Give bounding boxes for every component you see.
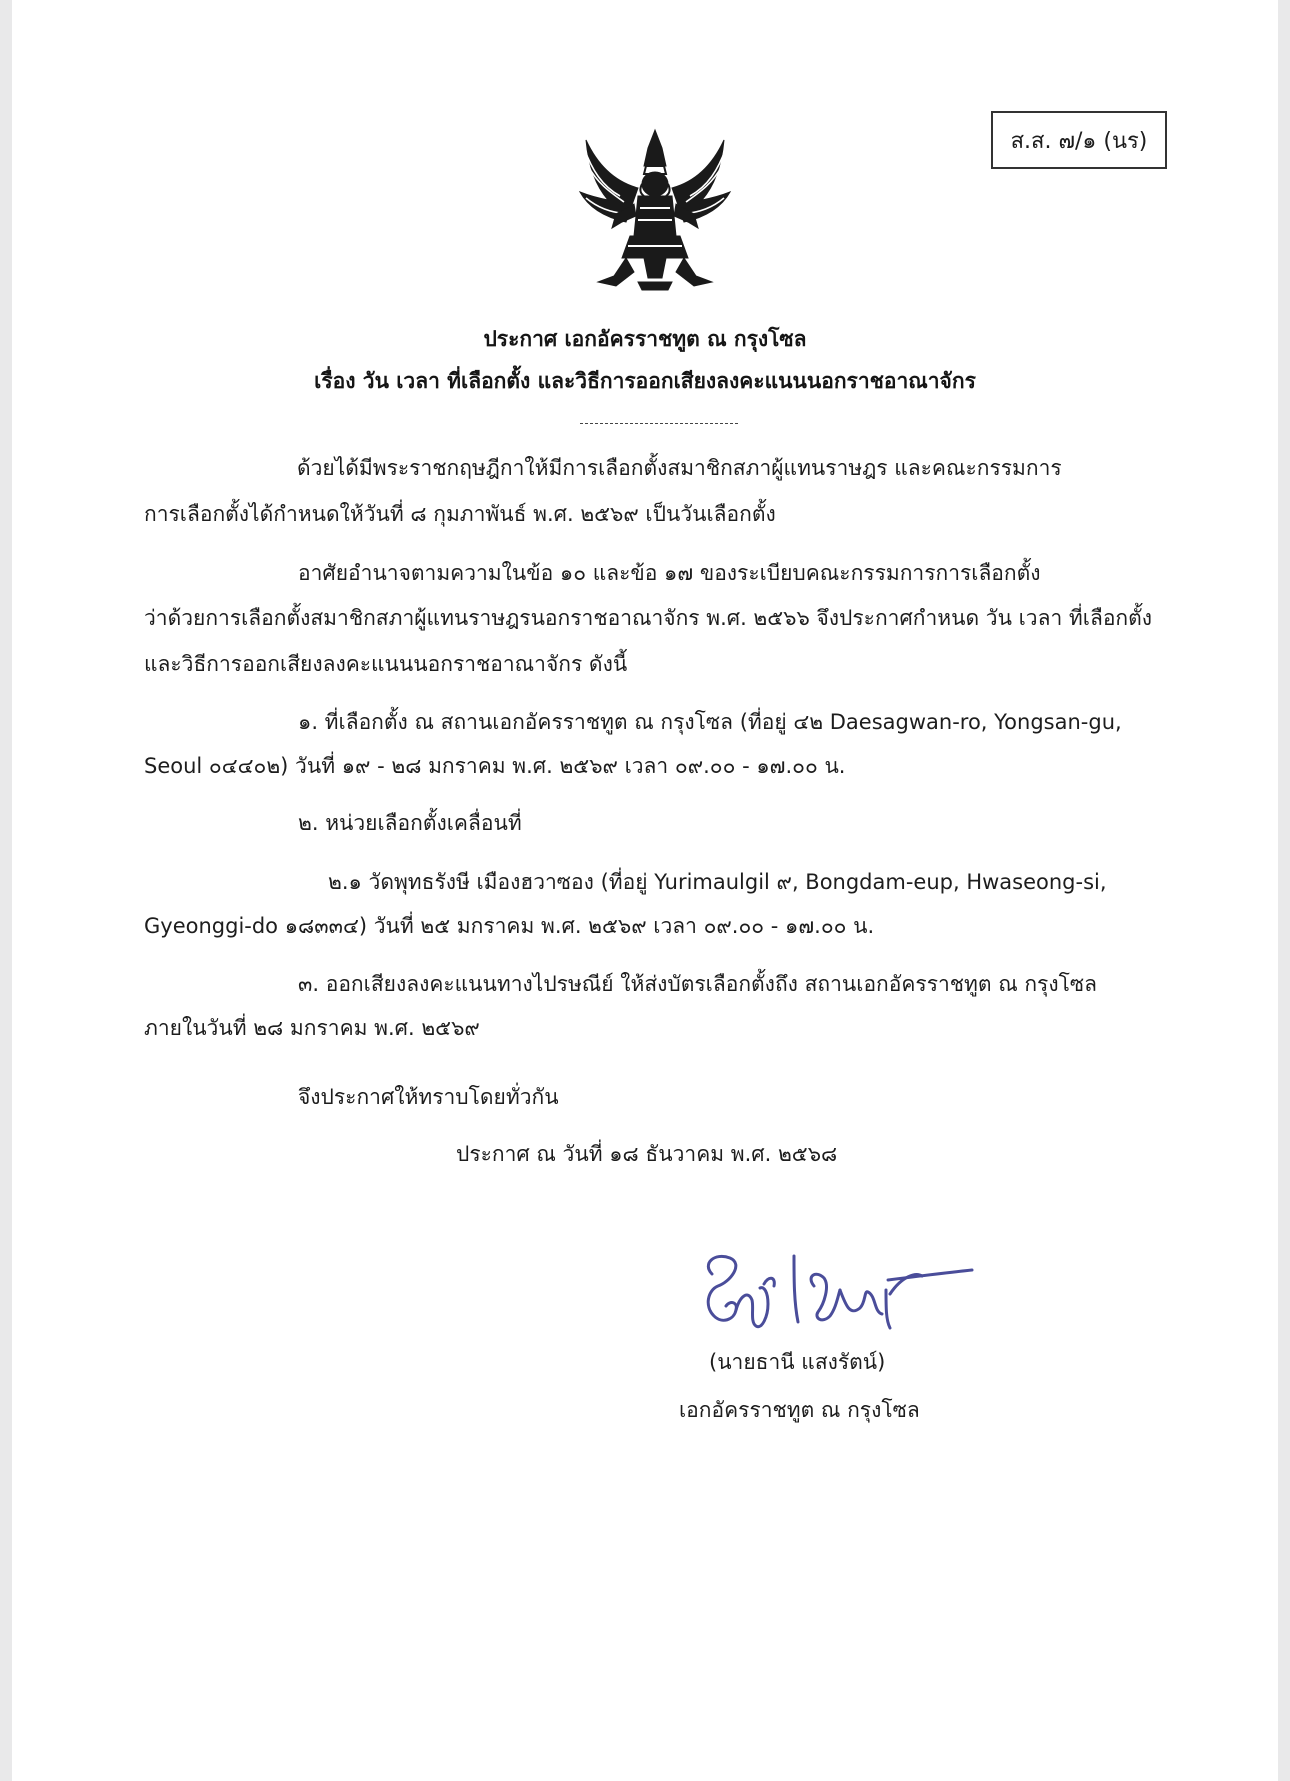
paragraph-2-line-3: และวิธีการออกเสียงลงคะแนนนอกราชอาณาจักร ดังนี้: [144, 652, 628, 676]
title-divider: [580, 423, 738, 424]
signature-image: [690, 1246, 980, 1358]
item-3-line-1: ๓. ออกเสียงลงคะแนนทางไปรษณีย์ ให้ส่งบัตรเลือกตั้งถึง สถานเอกอัครราชทูต ณ กรุงโซล: [298, 972, 1097, 996]
paragraph-1-line-2: การเลือกตั้งได้กำหนดให้วันที่ ๘ กุมภาพันธ์ พ.ศ. ๒๕๖๙ เป็นวันเลือกตั้ง: [144, 502, 776, 526]
item-2-1-line-1: ๒.๑ วัดพุทธรังษี เมืองฮวาซอง (ที่อยู่ Yurimaulgil ๙, Bongdam-eup, Hwaseong-si,: [328, 870, 1107, 894]
announcement-title: ประกาศ เอกอัครราชทูต ณ กรุงโซล: [483, 327, 807, 351]
item-1-line-2: Seoul ๐๔๔๐๒) วันที่ ๑๙ - ๒๘ มกราคม พ.ศ. ๒๕๖๙ เวลา ๐๙.๐๐ - ๑๗.๐๐ น.: [144, 754, 846, 778]
form-code-box: [991, 111, 1167, 169]
paragraph-2-line-1: อาศัยอำนาจตามความในข้อ ๑๐ และข้อ ๑๗ ของระเบียบคณะกรรมการการเลือกตั้ง: [298, 561, 1041, 585]
item-3-line-2: ภายในวันที่ ๒๘ มกราคม พ.ศ. ๒๕๖๙: [144, 1016, 480, 1040]
item-2: ๒. หน่วยเลือกตั้งเคลื่อนที่: [298, 811, 522, 835]
item-2-1-line-2: Gyeonggi-do ๑๘๓๓๔) วันที่ ๒๕ มกราคม พ.ศ. ๒๕๖๙ เวลา ๐๙.๐๐ - ๑๗.๐๐ น.: [144, 914, 875, 938]
announcement-date: ประกาศ ณ วันที่ ๑๘ ธันวาคม พ.ศ. ๒๕๖๘: [456, 1142, 838, 1166]
document-page: [12, 0, 1278, 1781]
form-code: ส.ส. ๗/๑ (นร): [1010, 128, 1148, 154]
garuda-emblem-icon: [568, 126, 742, 296]
signatory-name: (นายธานี แสงรัตน์): [709, 1350, 886, 1374]
paragraph-2-line-2: ว่าด้วยการเลือกตั้งสมาชิกสภาผู้แทนราษฎรนอกราชอาณาจักร พ.ศ. ๒๕๖๖ จึงประกาศกำหนด วัน เวลา ที่เลือกตั้ง: [144, 606, 1153, 630]
closing-statement: จึงประกาศให้ทราบโดยทั่วกัน: [298, 1085, 559, 1109]
item-1-line-1: ๑. ที่เลือกตั้ง ณ สถานเอกอัครราชทูต ณ กรุงโซล (ที่อยู่ ๔๒ Daesagwan-ro, Yongsan-gu,: [298, 710, 1122, 734]
announcement-subject: เรื่อง วัน เวลา ที่เลือกตั้ง และวิธีการออกเสียงลงคะแนนนอกราชอาณาจักร: [314, 369, 976, 393]
paragraph-1-line-1: ด้วยได้มีพระราชกฤษฎีกาให้มีการเลือกตั้งสมาชิกสภาผู้แทนราษฎร และคณะกรรมการ: [297, 456, 1062, 480]
signatory-position: เอกอัครราชทูต ณ กรุงโซล: [679, 1398, 920, 1422]
